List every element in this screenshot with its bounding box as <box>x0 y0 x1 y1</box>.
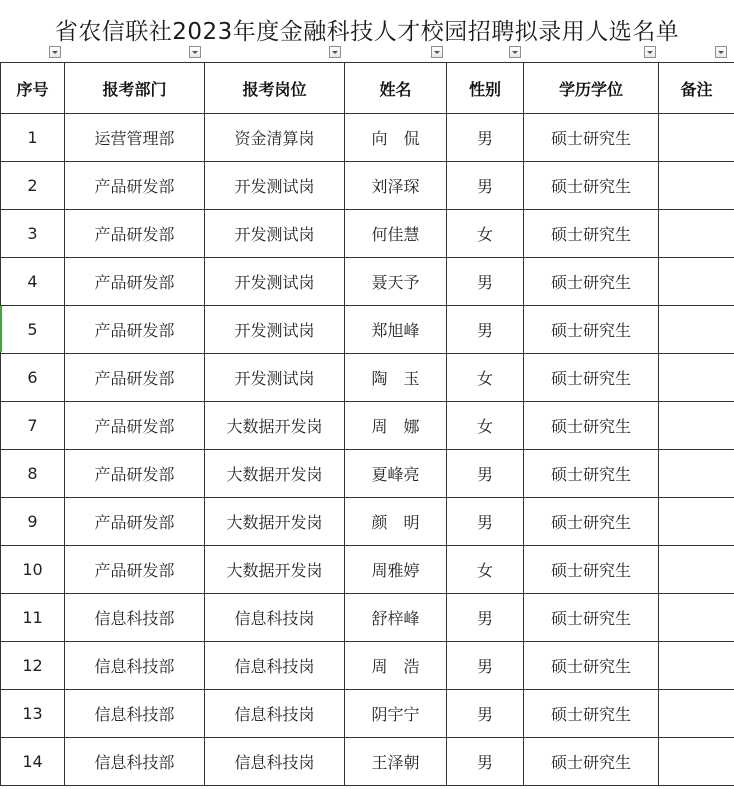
cell-post[interactable]: 开发测试岗 <box>205 354 345 402</box>
cell-seq[interactable]: 4 <box>1 258 65 306</box>
cell-post[interactable]: 开发测试岗 <box>205 162 345 210</box>
cell-gender[interactable]: 女 <box>447 354 524 402</box>
cell-gender[interactable]: 男 <box>447 258 524 306</box>
cell-dept[interactable]: 信息科技部 <box>65 690 205 738</box>
cell-dept[interactable]: 产品研发部 <box>65 450 205 498</box>
cell-name[interactable]: 向 侃 <box>345 114 447 162</box>
cell-seq[interactable]: 13 <box>1 690 65 738</box>
cell-edu[interactable]: 硕士研究生 <box>524 546 659 594</box>
cell-edu[interactable]: 硕士研究生 <box>524 450 659 498</box>
header-row <box>1 63 734 114</box>
cell-edu[interactable]: 硕士研究生 <box>524 690 659 738</box>
cell-gender[interactable]: 女 <box>447 210 524 258</box>
table-row <box>1 738 734 786</box>
header-dept[interactable]: 报考部门 <box>65 63 205 114</box>
cell-seq[interactable]: 9 <box>1 498 65 546</box>
cell-name[interactable]: 阴宇宁 <box>345 690 447 738</box>
cell-seq[interactable]: 3 <box>1 210 65 258</box>
cell-note[interactable] <box>659 546 734 594</box>
cell-note[interactable] <box>659 498 734 546</box>
cell-edu[interactable]: 硕士研究生 <box>524 738 659 786</box>
cell-edu[interactable]: 硕士研究生 <box>524 258 659 306</box>
table-row <box>1 306 734 354</box>
cell-gender[interactable]: 男 <box>447 450 524 498</box>
cell-edu[interactable]: 硕士研究生 <box>524 114 659 162</box>
cell-post[interactable]: 信息科技岗 <box>205 690 345 738</box>
cell-note[interactable] <box>659 738 734 786</box>
cell-name[interactable]: 郑旭峰 <box>345 306 447 354</box>
table-row <box>1 354 734 402</box>
cell-note[interactable] <box>659 594 734 642</box>
cell-gender[interactable]: 男 <box>447 498 524 546</box>
cell-dept[interactable]: 产品研发部 <box>65 402 205 450</box>
cell-gender[interactable]: 男 <box>447 306 524 354</box>
cell-note[interactable] <box>659 690 734 738</box>
cell-post[interactable]: 大数据开发岗 <box>205 450 345 498</box>
filter-dropdown-icon[interactable] <box>509 46 521 58</box>
cell-edu[interactable]: 硕士研究生 <box>524 306 659 354</box>
cell-name[interactable]: 何佳慧 <box>345 210 447 258</box>
cell-dept[interactable]: 运营管理部 <box>65 114 205 162</box>
cell-name[interactable]: 王泽朝 <box>345 738 447 786</box>
cell-seq[interactable]: 1 <box>1 114 65 162</box>
cell-note[interactable] <box>659 258 734 306</box>
cell-note[interactable] <box>659 450 734 498</box>
cell-post[interactable]: 开发测试岗 <box>205 210 345 258</box>
cell-dept[interactable]: 信息科技部 <box>65 642 205 690</box>
cell-dept[interactable]: 产品研发部 <box>65 306 205 354</box>
filter-dropdown-icon[interactable] <box>715 46 727 58</box>
cell-edu[interactable]: 硕士研究生 <box>524 642 659 690</box>
cell-name[interactable]: 周 浩 <box>345 642 447 690</box>
cell-edu[interactable]: 硕士研究生 <box>524 594 659 642</box>
cell-gender[interactable]: 男 <box>447 162 524 210</box>
cell-post[interactable]: 开发测试岗 <box>205 306 345 354</box>
cell-gender[interactable]: 男 <box>447 642 524 690</box>
cell-seq[interactable]: 7 <box>1 402 65 450</box>
cell-dept[interactable]: 产品研发部 <box>65 210 205 258</box>
table-row <box>1 210 734 258</box>
sheet-title: 省农信联社2023年度金融科技人才校园招聘拟录用人选名单 <box>54 19 680 45</box>
filter-dropdown-icon[interactable] <box>49 46 61 58</box>
cell-name[interactable]: 颜 明 <box>345 498 447 546</box>
cell-note[interactable] <box>659 354 734 402</box>
table-row <box>1 114 734 162</box>
cell-post[interactable]: 信息科技岗 <box>205 642 345 690</box>
cell-post[interactable]: 大数据开发岗 <box>205 546 345 594</box>
cell-seq[interactable]: 6 <box>1 354 65 402</box>
table-row <box>1 258 734 306</box>
cell-post[interactable]: 信息科技岗 <box>205 738 345 786</box>
cell-edu[interactable]: 硕士研究生 <box>524 402 659 450</box>
cell-post[interactable]: 资金清算岗 <box>205 114 345 162</box>
filter-dropdown-icon[interactable] <box>189 46 201 58</box>
header-seq[interactable]: 序号 <box>1 63 65 114</box>
cell-gender[interactable]: 男 <box>447 690 524 738</box>
cell-name[interactable]: 夏峰亮 <box>345 450 447 498</box>
cell-gender[interactable]: 男 <box>447 594 524 642</box>
cell-dept[interactable]: 产品研发部 <box>65 546 205 594</box>
cell-post[interactable]: 开发测试岗 <box>205 258 345 306</box>
filter-dropdown-icon[interactable] <box>431 46 443 58</box>
cell-note[interactable] <box>659 402 734 450</box>
cell-edu[interactable]: 硕士研究生 <box>524 498 659 546</box>
table-row <box>1 402 734 450</box>
cell-name[interactable]: 陶 玉 <box>345 354 447 402</box>
table-row <box>1 594 734 642</box>
cell-seq[interactable]: 8 <box>1 450 65 498</box>
header-post[interactable]: 报考岗位 <box>205 63 345 114</box>
cell-dept[interactable]: 产品研发部 <box>65 162 205 210</box>
cell-dept[interactable]: 产品研发部 <box>65 354 205 402</box>
cell-dept[interactable]: 产品研发部 <box>65 258 205 306</box>
cell-dept[interactable]: 信息科技部 <box>65 594 205 642</box>
cell-note[interactable] <box>659 162 734 210</box>
cell-post[interactable]: 信息科技岗 <box>205 594 345 642</box>
cell-note[interactable] <box>659 642 734 690</box>
cell-edu[interactable]: 硕士研究生 <box>524 354 659 402</box>
header-name[interactable]: 姓名 <box>345 63 447 114</box>
table-row <box>1 642 734 690</box>
cell-name[interactable]: 舒梓峰 <box>345 594 447 642</box>
cell-gender[interactable]: 女 <box>447 546 524 594</box>
candidate-table <box>0 62 734 786</box>
cell-name[interactable]: 刘泽琛 <box>345 162 447 210</box>
cell-seq[interactable]: 14 <box>1 738 65 786</box>
cell-gender[interactable]: 男 <box>447 738 524 786</box>
table-container <box>0 62 734 786</box>
cell-seq[interactable]: 5 <box>1 306 65 354</box>
table-row <box>1 450 734 498</box>
cell-seq[interactable]: 10 <box>1 546 65 594</box>
cell-note[interactable] <box>659 306 734 354</box>
cell-post[interactable]: 大数据开发岗 <box>205 498 345 546</box>
header-gender[interactable]: 性别 <box>447 63 524 114</box>
cell-dept[interactable]: 信息科技部 <box>65 738 205 786</box>
cell-dept[interactable]: 产品研发部 <box>65 498 205 546</box>
cell-name[interactable]: 周 娜 <box>345 402 447 450</box>
cell-note[interactable] <box>659 210 734 258</box>
cell-gender[interactable]: 女 <box>447 402 524 450</box>
cell-seq[interactable]: 11 <box>1 594 65 642</box>
table-row <box>1 162 734 210</box>
cell-edu[interactable]: 硕士研究生 <box>524 210 659 258</box>
filter-dropdown-icon[interactable] <box>644 46 656 58</box>
filter-dropdown-icon[interactable] <box>329 46 341 58</box>
cell-name[interactable]: 周雅婷 <box>345 546 447 594</box>
cell-note[interactable] <box>659 114 734 162</box>
table-row <box>1 690 734 738</box>
cell-seq[interactable]: 2 <box>1 162 65 210</box>
header-note[interactable]: 备注 <box>659 63 734 114</box>
cell-name[interactable]: 聂天予 <box>345 258 447 306</box>
cell-gender[interactable]: 男 <box>447 114 524 162</box>
title-row <box>0 0 734 63</box>
header-edu[interactable]: 学历学位 <box>524 63 659 114</box>
cell-edu[interactable]: 硕士研究生 <box>524 162 659 210</box>
cell-post[interactable]: 大数据开发岗 <box>205 402 345 450</box>
row-selection-marker <box>0 306 2 352</box>
table-row <box>1 546 734 594</box>
table-row <box>1 498 734 546</box>
cell-seq[interactable]: 12 <box>1 642 65 690</box>
